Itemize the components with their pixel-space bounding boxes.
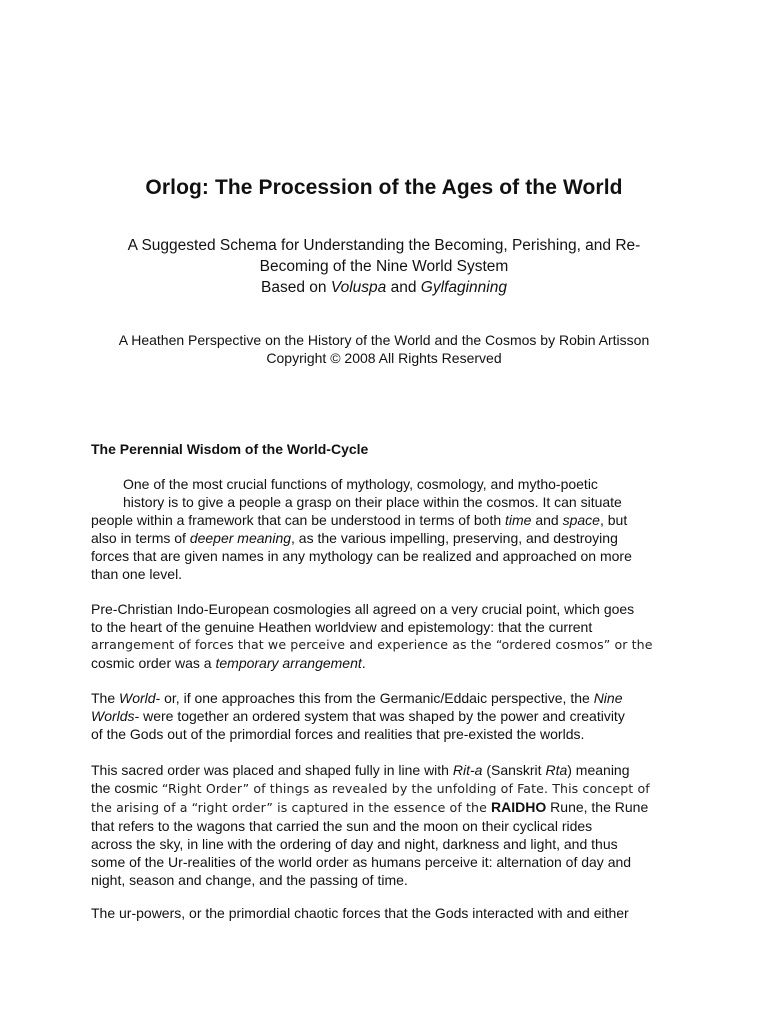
p1-em-space: space [562,512,600,528]
p4-l1-a: This sacred order was placed and shaped fully in line with [91,762,453,778]
p4-line-2 [91,779,677,798]
section-heading: The Perennial Wisdom of the World-Cycle [91,441,369,457]
p2-l4-b: . [361,655,366,671]
p4-l3-c: Rune, the Rune [546,799,649,815]
p4-line-7: night, season and change, and the passing of time. [91,872,408,888]
document-subtitle [80,235,688,298]
p3-em-worlds: Worlds [91,708,135,724]
p3-em-nine: Nine [593,690,623,706]
p4-em-rit-a: Rit-a [452,762,483,778]
subtitle-line-3 [80,277,688,298]
p3-l1-a: The [91,690,120,706]
p1-line-4 [91,529,677,547]
p4-em-rta: Rta [545,762,568,778]
p3-l2-b: - were together an ordered system that was shaped by the power and creativity [134,708,625,724]
p1-line-5: forces that are given names in any mythology can be realized and approached on more [91,548,632,564]
p4-l1-c: ) meaning [567,762,630,778]
paragraph-5 [91,904,677,922]
p4-line-5: across the sky, in line with the ordering of day and night, darkness and light, and thus [91,836,618,852]
subtitle-gylfaginning: Gylfaginning [420,279,507,296]
paragraph-3 [91,689,677,743]
p3-em-world: World [119,690,156,706]
subtitle-line-2: Becoming of the Nine World System [259,258,509,275]
p1-em-time: time [505,512,532,528]
subtitle-and: and [386,279,421,296]
subtitle-based-on: Based on [261,279,331,296]
p4-line-6: some of the Ur-realities of the world order as humans perceive it: alternation of day and [91,854,632,870]
p1-line-3 [91,511,677,529]
p4-line-3 [91,798,677,817]
p3-l1-b: - or, if one approaches this from the Germanic/Eddaic perspective, the [155,690,594,706]
p4-l1-b: (Sanskrit [482,762,546,778]
paragraph-4 [91,761,677,889]
p4-l2-b: “Right Order” of things as revealed by the unfolding of Fate. This concept of [161,781,650,796]
p1-line-1: One of the most crucial functions of mythology, cosmology, and mytho-poetic [123,476,598,492]
p1-line-2: history is to give a people a grasp on their place within the cosmos. It can situate [123,494,622,510]
credit-line-1: A Heathen Perspective on the History of the World and the Cosmos by Robin Artisson [118,332,650,348]
p4-line-4: that refers to the wagons that carried the sun and the moon on their cyclical rides [91,818,593,834]
p4-bold-raidho: RAIDHO [491,799,547,815]
p2-line-2: to the heart of the genuine Heathen worldview and epistemology: that the current [91,619,593,635]
p1-l3-a: people within a framework that can be understood in terms of both [91,512,506,528]
p1-l3-c: , but [599,512,628,528]
p5-line-1: The ur-powers, or the primordial chaotic forces that the Gods interacted with and either [91,905,629,921]
p3-line-2 [91,707,677,725]
p1-l4-b: , as the various impelling, preserving, and destroying [291,530,618,546]
copyright-line: Copyright © 2008 All Rights Reserved [266,350,502,366]
p2-line-4 [91,654,677,672]
p4-line-1 [91,761,677,779]
p3-line-3: of the Gods out of the primordial forces and realities that pre-existed the worlds. [91,726,585,742]
subtitle-line-1: A Suggested Schema for Understanding the Becoming, Perishing, and Re- [127,237,641,254]
p4-l2-a: the cosmic [91,780,162,796]
p1-l3-b: and [531,512,563,528]
p1-em-deeper-meaning: deeper meaning [189,530,292,546]
document-title: Orlog: The Procession of the Ages of the World [145,176,623,199]
p2-line-1: Pre-Christian Indo-European cosmologies all agreed on a very crucial point, which goes [91,601,635,617]
p2-em-temporary-arrangement: temporary arrangement [215,655,362,671]
subtitle-voluspa: Voluspa [330,279,387,296]
p3-line-1 [91,689,677,707]
p4-l3-a: the arising of a “right order” is captured in the essence of the [91,800,492,815]
p1-l4-a: also in terms of [91,530,190,546]
paragraph-1 [91,475,677,583]
paragraph-2 [91,600,677,672]
p2-line-3: arrangement of forces that we perceive and experience as the “ordered cosmos” or the [91,637,653,652]
p2-l4-a: cosmic order was a [91,655,216,671]
p1-line-6: than one level. [91,566,183,582]
author-credit [60,331,708,367]
